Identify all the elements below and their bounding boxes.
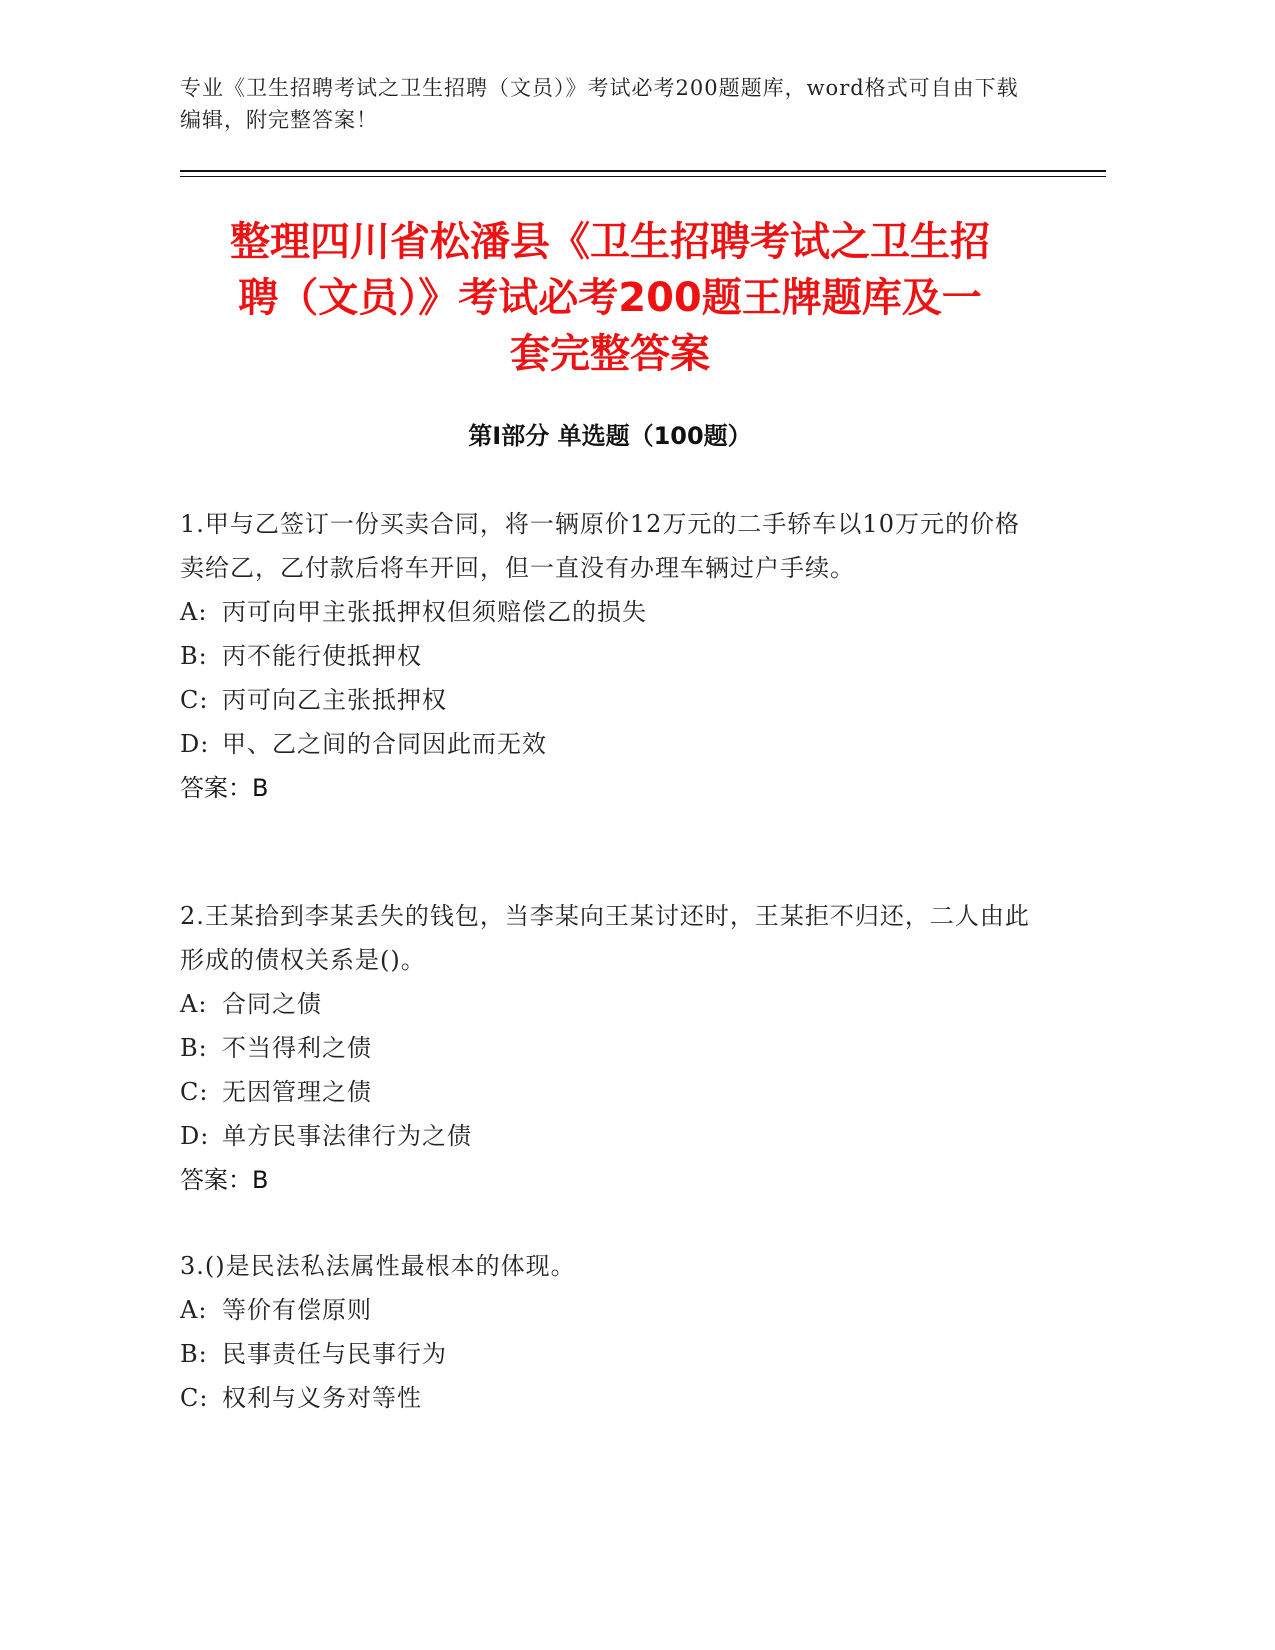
header-note: 专业《卫生招聘考试之卫生招聘（文员）》考试必考200题题库，word格式可自由下载编辑，附完整答案！ — [180, 76, 1019, 132]
option-a — [180, 590, 1040, 634]
option-letter: B: — [180, 1340, 208, 1368]
question-1 — [180, 502, 1040, 810]
question-stem: 1.甲与乙签订一份买卖合同，将一辆原价12万元的二手轿车以10万元的价格卖给乙，乙付款后将车开回，但一直没有办理车辆过户手续。 — [180, 510, 1020, 582]
option-letter: A: — [180, 1296, 208, 1324]
header-rule-thick — [180, 170, 1106, 172]
option-b — [180, 634, 1040, 678]
title-line-1: 整理四川省松潘县《卫生招聘考试之卫生招 — [230, 219, 990, 265]
header-rule-thin — [180, 176, 1106, 177]
option-c — [180, 678, 1040, 722]
option-text: 民事责任与民事行为 — [222, 1340, 447, 1368]
answer: 答案：B — [180, 1166, 269, 1194]
question-stem: 2.王某拾到李某丢失的钱包，当李某向王某讨还时，王某拒不归还，二人由此形成的债权关系是()。 — [180, 902, 1030, 974]
option-d — [180, 722, 1040, 766]
option-c — [180, 1070, 1040, 1114]
option-text: 丙可向甲主张抵押权但须赔偿乙的损失 — [222, 598, 647, 626]
option-text: 等价有偿原则 — [222, 1296, 372, 1324]
option-a — [180, 982, 1040, 1026]
option-text: 甲、乙之间的合同因此而无效 — [222, 730, 547, 758]
option-letter: B: — [180, 642, 208, 670]
option-text: 无因管理之债 — [222, 1078, 372, 1106]
option-d — [180, 1114, 1040, 1158]
option-text: 单方民事法律行为之债 — [222, 1122, 472, 1150]
option-text: 丙不能行使抵押权 — [222, 642, 422, 670]
option-letter: B: — [180, 1034, 208, 1062]
title-line-2: 聘（文员）》考试必考200题王牌题库及一 — [238, 275, 982, 321]
option-b — [180, 1332, 1040, 1376]
option-letter: D: — [180, 1122, 210, 1150]
option-letter: C: — [180, 686, 209, 714]
option-letter: C: — [180, 1384, 209, 1412]
document-title — [180, 214, 1040, 382]
option-text: 权利与义务对等性 — [222, 1384, 422, 1412]
option-c — [180, 1376, 1040, 1420]
option-b — [180, 1026, 1040, 1070]
option-text: 不当得利之债 — [222, 1034, 372, 1062]
option-letter: A: — [180, 598, 208, 626]
option-a — [180, 1288, 1040, 1332]
question-3 — [180, 1244, 1040, 1420]
question-stem: 3.()是民法私法属性最根本的体现。 — [180, 1252, 576, 1280]
section-title: 第Ⅰ部分 单选题（100题） — [468, 422, 752, 450]
option-letter: A: — [180, 990, 208, 1018]
option-letter: C: — [180, 1078, 209, 1106]
question-2 — [180, 894, 1040, 1202]
option-text: 丙可向乙主张抵押权 — [222, 686, 447, 714]
option-text: 合同之债 — [222, 990, 322, 1018]
answer: 答案：B — [180, 774, 269, 802]
title-line-3: 套完整答案 — [510, 331, 710, 377]
option-letter: D: — [180, 730, 210, 758]
